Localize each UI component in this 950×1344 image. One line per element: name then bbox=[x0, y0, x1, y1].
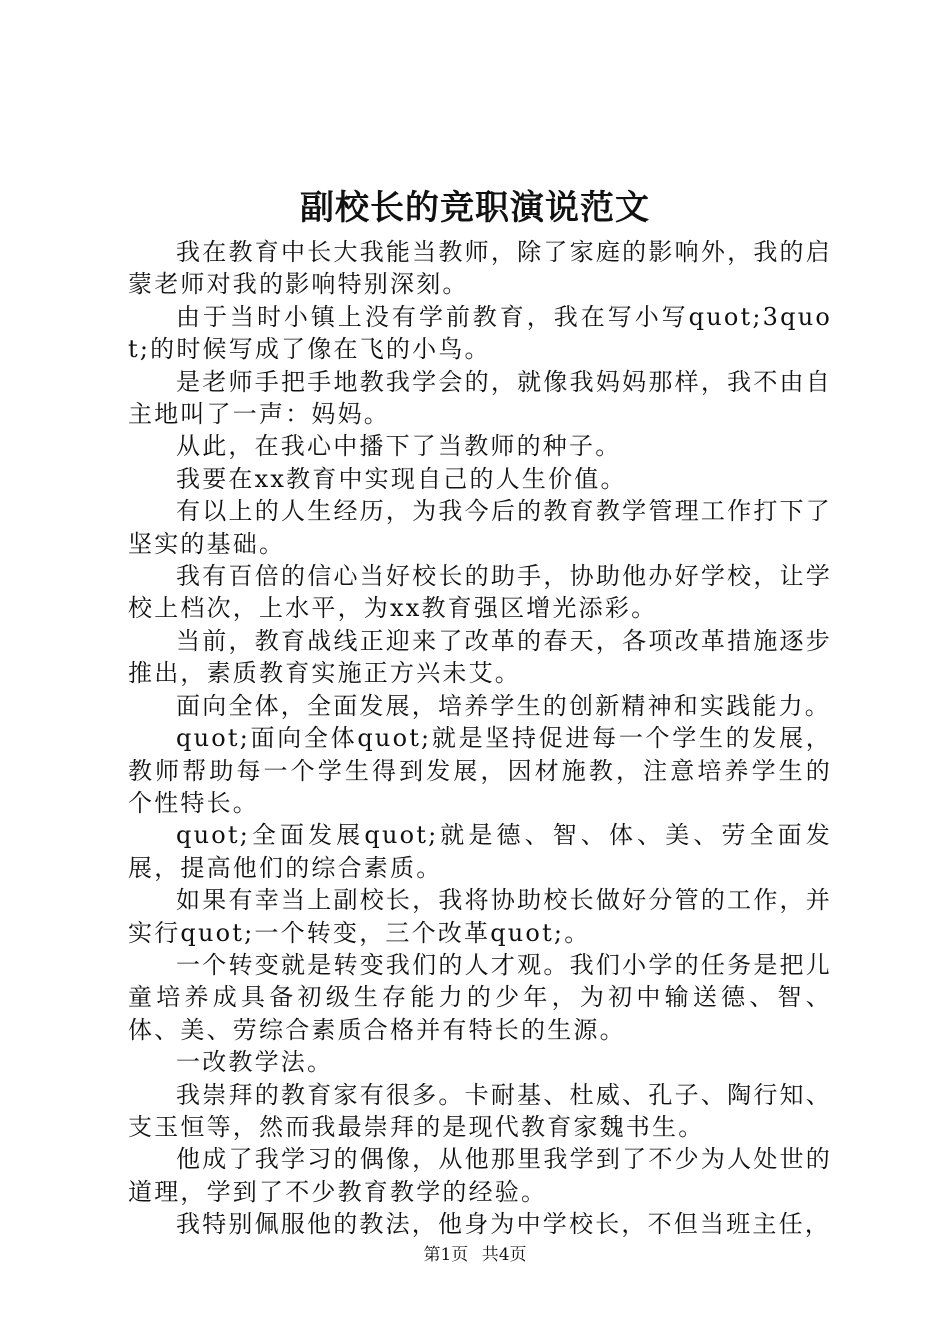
page-number: 第1页 bbox=[423, 1245, 469, 1265]
paragraph: 从此，在我心中播下了当教师的种子。 bbox=[176, 432, 622, 461]
paragraph: 我特别佩服他的教法，他身为中学校长，不但当班主任， bbox=[176, 1210, 831, 1239]
paragraph: 当前，教育战线正迎来了改革的春天，各项改革措施逐步推出，素质教育实施正方兴未艾。 bbox=[128, 626, 832, 688]
page-footer bbox=[0, 1243, 950, 1267]
paragraph: 面向全体，全面发展，培养学生的创新精神和实践能力。 bbox=[176, 691, 831, 720]
page-total: 共4页 bbox=[481, 1245, 527, 1265]
paragraph: 他成了我学习的偶像，从他那里我学到了不少为人处世的道理，学到了不少教育教学的经验。 bbox=[128, 1145, 832, 1206]
paragraph: 有以上的人生经历，为我今后的教育教学管理工作打下了坚实的基础。 bbox=[128, 497, 832, 558]
document-title: 副校长的竞职演说范文 bbox=[300, 188, 650, 228]
paragraph: 我崇拜的教育家有很多。卡耐基、杜威、孔子、陶行知、支玉恒等，然而我最崇拜的是现代教育家魏书生。 bbox=[128, 1080, 832, 1141]
paragraph: 我要在xx教育中实现自己的人生价值。 bbox=[176, 464, 627, 493]
paragraph: quot;全面发展quot;就是德、智、体、美、劳全面发展，提高他们的综合素质。 bbox=[128, 821, 832, 882]
document-body bbox=[128, 236, 832, 1241]
paragraph: 一改教学法。 bbox=[176, 1048, 334, 1077]
paragraph: 由于当时小镇上没有学前教育，我在写小写quot;3quot;的时候写成了像在飞的小鸟。 bbox=[128, 302, 832, 364]
paragraph: 我有百倍的信心当好校长的助手，协助他办好学校，让学校上档次，上水平，为xx教育强区增光添彩。 bbox=[128, 562, 832, 623]
paragraph: 我在教育中长大我能当教师，除了家庭的影响外，我的启蒙老师对我的影响特别深刻。 bbox=[128, 238, 832, 299]
paragraph: 如果有幸当上副校长，我将协助校长做好分管的工作，并实行quot;一个转变，三个改革quot;。 bbox=[128, 886, 832, 947]
paragraph: quot;面向全体quot;就是坚持促进每一个学生的发展，教师帮助每一个学生得到发展，因材施教，注意培养学生的个性特长。 bbox=[128, 724, 832, 817]
paragraph: 一个转变就是转变我们的人才观。我们小学的任务是把儿童培养成具备初级生存能力的少年，为初中输送德、智、体、美、劳综合素质合格并有特长的生源。 bbox=[128, 950, 832, 1044]
paragraph: 是老师手把手地教我学会的，就像我妈妈那样，我不由自主地叫了一声：妈妈。 bbox=[128, 367, 832, 429]
